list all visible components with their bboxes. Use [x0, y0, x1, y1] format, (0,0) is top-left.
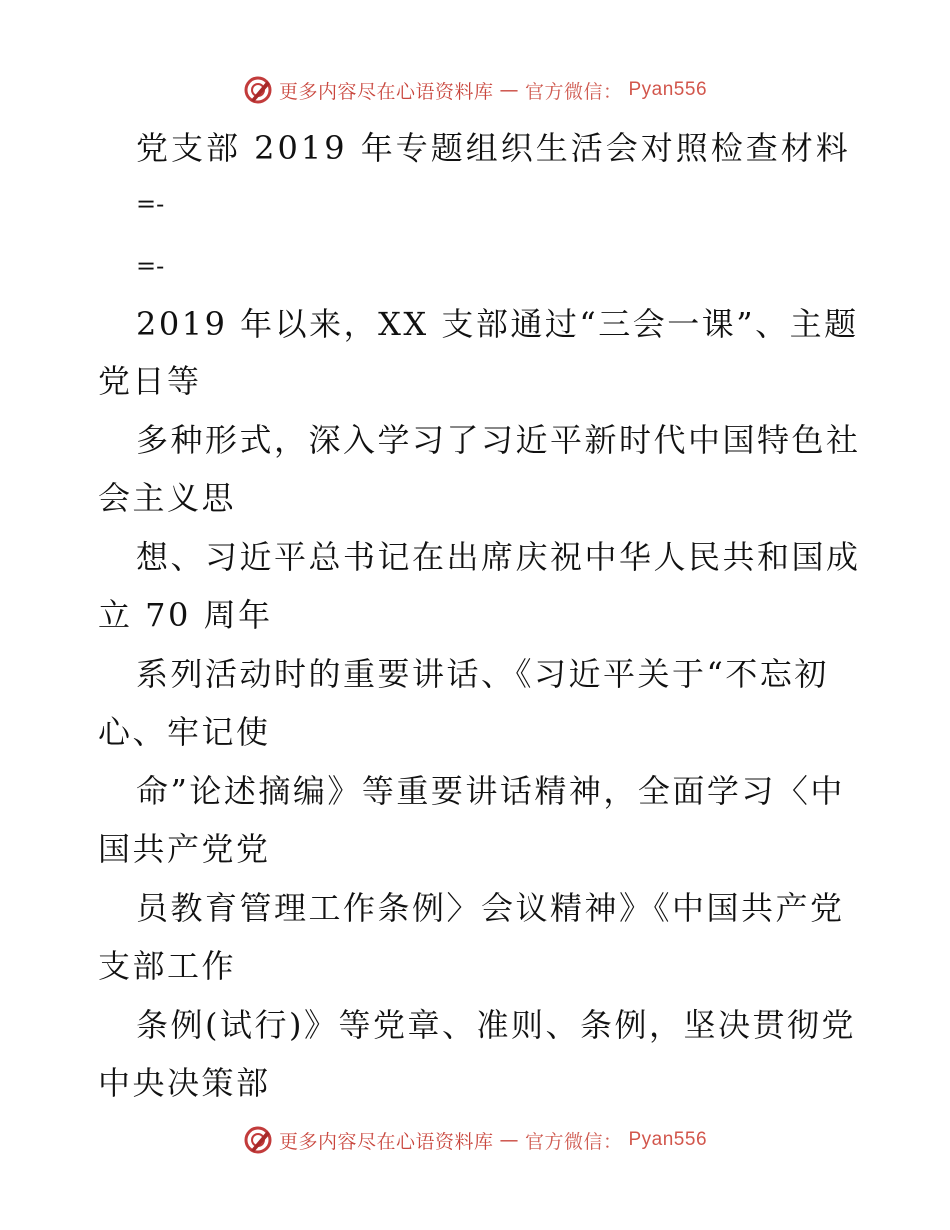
- watermark-separator: —: [499, 79, 519, 101]
- paragraph-line: 中央决策部: [98, 1064, 271, 1102]
- paragraph-line: 想、习近平总书记在出席庆祝中华人民共和国成: [136, 538, 861, 576]
- paragraph-line: 党日等: [98, 362, 202, 400]
- watermark-wechat-id: Pyan556: [628, 79, 708, 100]
- paragraph-line: 系列活动时的重要讲话、《习近平关于“不忘初: [136, 655, 829, 693]
- pen-logo-icon: [243, 1125, 273, 1155]
- watermark-wechat-label: 官方微信：: [524, 1130, 623, 1153]
- paragraph-line: 心、牢记使: [98, 713, 271, 751]
- footer-watermark: [0, 1120, 950, 1160]
- paragraph-line: 命”论述摘编》等重要讲话精神，全面学习〈中: [136, 772, 845, 810]
- header-watermark: [0, 70, 950, 110]
- paragraph-line: 支部工作: [98, 947, 237, 985]
- document-mark: =-: [136, 190, 165, 218]
- paragraph-line: 条例(试行)》等党章、准则、条例，坚决贯彻党: [136, 1006, 856, 1044]
- watermark-separator: —: [499, 1129, 519, 1151]
- watermark-wechat-id: Pyan556: [628, 1129, 708, 1150]
- document-mark: =-: [136, 252, 165, 280]
- paragraph-line: 会主义思: [98, 479, 237, 517]
- paragraph-line: 2019 年以来，XX 支部通过“三会一课”、主题: [136, 305, 859, 343]
- paragraph-line: 员教育管理工作条例〉会议精神》《中国共产党: [136, 889, 845, 927]
- watermark-wechat-label: 官方微信：: [524, 80, 623, 103]
- pen-logo-icon: [243, 75, 273, 105]
- paragraph-line: 国共产党党: [98, 830, 271, 868]
- paragraph-line: 立 70 周年: [98, 596, 273, 634]
- watermark-text: 更多内容尽在心语资料库: [278, 80, 494, 103]
- document-title: 党支部 2019 年专题组织生活会对照检查材料: [136, 129, 851, 167]
- watermark-text: 更多内容尽在心语资料库: [278, 1130, 494, 1153]
- paragraph-line: 多种形式，深入学习了习近平新时代中国特色社: [136, 421, 861, 459]
